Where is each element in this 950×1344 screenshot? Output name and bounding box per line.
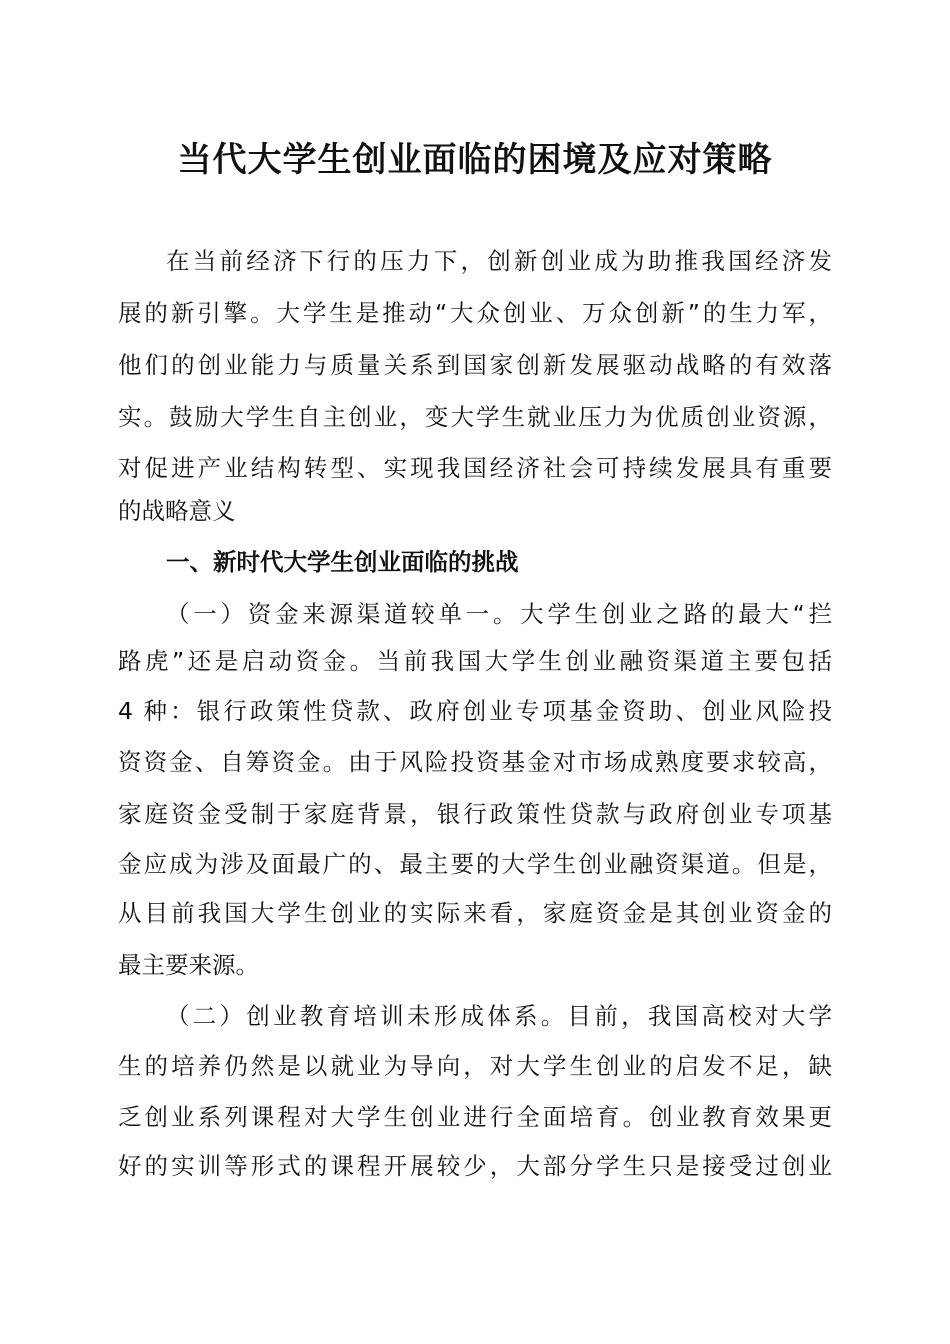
paragraph-line: （一）资金来源渠道较单一。大学生创业之路的最大“拦	[166, 600, 832, 628]
paragraph-line: 路虎”还是启动资金。当前我国大学生创业融资渠道主要包括	[118, 647, 832, 675]
paragraph-line: 实。鼓励大学生自主创业，变大学生就业压力为优质创业资源，	[118, 403, 832, 431]
paragraph-line: 从目前我国大学生创业的实际来看，家庭资金是其创业资金的	[118, 899, 832, 927]
paragraph-line: 在当前经济下行的压力下，创新创业成为助推我国经济发	[166, 247, 832, 275]
paragraph-line: 好的实训等形式的课程开展较少，大部分学生只是接受过创业	[118, 1152, 832, 1180]
section-heading: 一、新时代大学生创业面临的挑战	[166, 548, 519, 576]
paragraph-line: 最主要来源。	[118, 951, 259, 979]
paragraph-line: 4 种：银行政策性贷款、政府创业专项基金资助、创业风险投	[118, 697, 832, 725]
paragraph-line: 金应成为涉及面最广的、最主要的大学生创业融资渠道。但是，	[118, 850, 832, 878]
paragraph-line: 乏创业系列课程对大学生创业进行全面培育。创业教育效果更	[118, 1103, 832, 1131]
paragraph-line: 生的培养仍然是以就业为导向，对大学生创业的启发不足，缺	[118, 1052, 832, 1080]
paragraph-line: 的战略意义	[118, 497, 236, 525]
paragraph-line: （二）创业教育培训未形成体系。目前，我国高校对大学	[166, 1002, 832, 1030]
paragraph-line: 他们的创业能力与质量关系到国家创新发展驱动战略的有效落	[118, 351, 832, 379]
paragraph-line: 资资金、自筹资金。由于风险投资基金对市场成熟度要求较高，	[118, 748, 832, 776]
paragraph-line: 对促进产业结构转型、实现我国经济社会可持续发展具有重要	[118, 454, 832, 482]
paragraph-line: 家庭资金受制于家庭背景，银行政策性贷款与政府创业专项基	[118, 800, 832, 828]
document-title: 当代大学生创业面临的困境及应对策略	[177, 140, 773, 180]
paragraph-line: 展的新引擎。大学生是推动“大众创业、万众创新”的生力军，	[118, 299, 832, 327]
